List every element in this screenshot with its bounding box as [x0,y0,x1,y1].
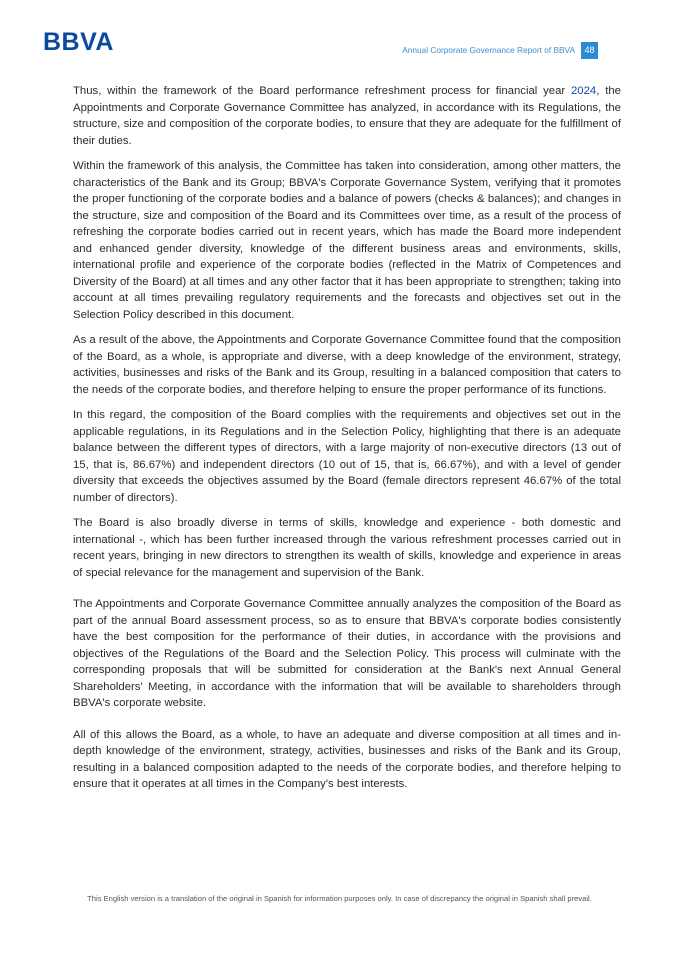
paragraph-2: Within the framework of this analysis, the Committee has taken into consideration, among other matters, the characteristics of the Bank and its Group; BBVA's Corporate Governance System, verifying that it promotes the proper functioning of the corporate bodies and a balance of powers (checks & balances); and changes in the structure, size and composition of the Board and its Committees over time, as a result of the process of refreshing the corporate bodies carried out in recent years, which has made the Board more independent and enhanced gender diversity, knowledge of the different business areas and environments, skills, international profile and experience of the corporate bodies (reflected in the Matrix of Competences and Diversity of the Board) at all times and any other factor that it has been appropriate to strengthen; taking into account at all times prevailing regulatory requirements and the forecasts and objectives set out in the Selection Policy described in this document. [73,160,621,321]
report-title: Annual Corporate Governance Report of BBVA [402,45,575,55]
paragraph-3: As a result of the above, the Appointments and Corporate Governance Committee found that the composition of the Board, as a whole, is appropriate and diverse, with a deep knowledge of the environment, strategy, activities, businesses and risks of the Bank and its Group, resulting in a balanced composition that caters to the needs of the corporate bodies, and therefore helping to ensure the proper performance of its functions. [73,334,621,396]
paragraph-1 [73,83,621,149]
highlighted-year: 2024 [571,85,597,97]
paragraph-4: In this regard, the composition of the Board complies with the requirements and objectives set out in the applicable regulations, in its Regulations and in the Selection Policy, highlighting that there is an adequate balance between the different types of directors, with a large majority of non-executive directors (13 out of 15, that is, 86.67%) and independent directors (10 out of 15, that is, 66.67%), and with a level of gender diversity that exceeds the objectives assumed by the Board (female directors represent 46.67% of the total number of directors). [73,409,621,504]
paragraph-6: The Appointments and Corporate Governance Committee annually analyzes the composition of the Board as part of the annual Board assessment process, so as to ensure that BBVA's corporate bodies consistently have the best composition for the performance of their duties, in accordance with the provisions and objectives of the Regulations of the Board and the Selection Policy. This process will culminate with the corresponding proposals that will be submitted for consideration at the Bank's next Annual General Shareholders' Meeting, in accordance with the information that will be available to shareholders through BBVA's corporate website. [73,598,621,709]
paragraph-5: The Board is also broadly diverse in terms of skills, knowledge and experience - both domestic and international -, which has been further increased through the various refreshment processes carried out in recent years, bringing in new directors to strengthen its wealth of skills, knowledge and experience in areas of special relevance for the management and supervision of the Bank. [73,517,621,579]
paragraph-1-end: , the Appointments and Corporate Governance Committee has analyzed, in accordance with its Regulations, the structure, size and composition of the corporate bodies, to ensure that they are adequate for the fulfillment of their duties. [73,85,621,147]
bbva-logo: BBVA [43,28,114,56]
translation-disclaimer: This English version is a translation of the original in Spanish for information purposes only. In case of discrepancy the original in Spanish shall prevail. [87,894,592,903]
page-number-badge: 48 [581,42,598,59]
body-text [73,83,621,802]
paragraph-7: All of this allows the Board, as a whole, to have an adequate and diverse composition at all times and in-depth knowledge of the environment, strategy, activities, businesses and risks of the Bank and its Group, resulting in a balanced composition adapted to the needs of the corporate bodies, and therefore helping to ensure that it operates at all times in the Company's best interests. [73,728,621,790]
paragraph-1-start: Thus, within the framework of the Board performance refreshment process for financial year [73,85,571,97]
